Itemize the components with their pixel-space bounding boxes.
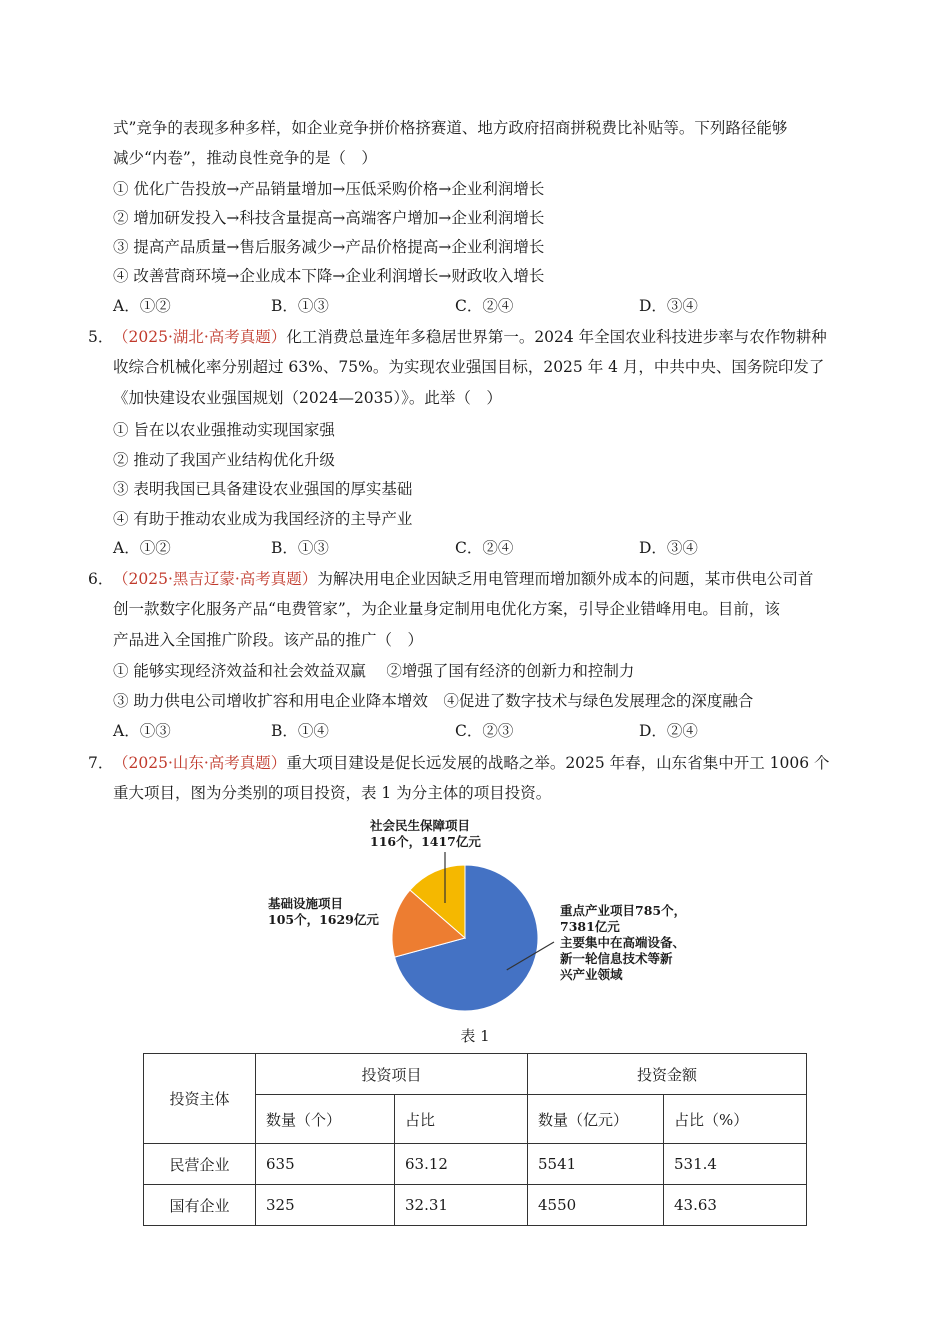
q7-stem-line-1 xyxy=(113,753,830,773)
pie-label-social-line-1: 社会民生保障项目 xyxy=(370,818,471,833)
q6-item-2: ③ 助力供电公司增收扩容和用电企业降本增效 ④促进了数字技术与绿色发展理念的深度融合 xyxy=(113,692,754,710)
cell-amount: 4550 xyxy=(528,1185,664,1226)
cell-subject: 民营企业 xyxy=(144,1144,256,1185)
q5-stem-line-1 xyxy=(113,327,827,347)
pie-label-social-line-2: 116个，1417亿元 xyxy=(370,834,481,849)
q5-option-c[interactable]: C．②④ xyxy=(455,539,514,557)
subheader-amount-share: 占比（%） xyxy=(664,1095,807,1144)
q5-item-3: ③ 表明我国已具备建设农业强国的厚实基础 xyxy=(113,480,413,498)
q6-option-b[interactable]: B．①④ xyxy=(271,722,329,740)
q5-number: 5． xyxy=(88,328,114,346)
q5-item-1: ① 旨在以农业强推动实现国家强 xyxy=(113,421,335,439)
q6-stem-line-3: 产品进入全国推广阶段。该产品的推广（ ） xyxy=(113,631,424,649)
q4-item-3: ③ 提高产品质量→售后服务减少→产品价格提高→企业利润增长 xyxy=(113,238,545,256)
q4-item-2: ② 增加研发投入→科技含量提高→高端客户增加→企业利润增长 xyxy=(113,209,545,227)
pie-label-key-industry xyxy=(560,903,686,983)
subheader-amount: 数量（亿元） xyxy=(528,1095,664,1144)
q4-item-1: ① 优化广告投放→产品销量增加→压低采购价格→企业利润增长 xyxy=(113,180,545,198)
q4-option-d[interactable]: D．③④ xyxy=(639,297,698,315)
q4-option-c[interactable]: C．②④ xyxy=(455,297,514,315)
header-amount: 投资金额 xyxy=(528,1054,807,1095)
q7-stem-line-2: 重大项目，图为分类别的项目投资，表 1 为分主体的项目投资。 xyxy=(113,784,552,802)
pie-label-key-line-4: 新一轮信息技术等新 xyxy=(560,951,673,966)
cell-share: 32.31 xyxy=(395,1185,528,1226)
cell-subject: 国有企业 xyxy=(144,1185,256,1226)
q4-stem-line-1: 式”竞争的表现多种多样，如企业竞争拼价格挤赛道、地方政府招商拼税费比补贴等。下列路径能够 xyxy=(113,119,788,137)
q6-stem-line-2: 创一款数字化服务产品“电费管家”，为企业量身定制用电优化方案，引导企业错峰用电。目前，该 xyxy=(113,600,780,618)
q5-option-a[interactable]: A．①② xyxy=(113,539,171,557)
q5-source: （2025·湖北·高考真题） xyxy=(113,328,287,346)
q5-item-2: ② 推动了我国产业结构优化升级 xyxy=(113,451,335,469)
q6-source: （2025·黑吉辽蒙·高考真题） xyxy=(113,570,318,588)
cell-count: 325 xyxy=(256,1185,395,1226)
table-row xyxy=(144,1144,807,1185)
q5-option-b[interactable]: B．①③ xyxy=(271,539,329,557)
q5-item-4: ④ 有助于推动农业成为我国经济的主导产业 xyxy=(113,510,413,528)
pie-label-infra-line-2: 105个，1629亿元 xyxy=(268,912,379,927)
subheader-share: 占比 xyxy=(395,1095,528,1144)
pie-label-key-line-1: 重点产业项目785个， xyxy=(560,903,687,918)
q6-stem-line-1 xyxy=(113,569,813,589)
table-row xyxy=(144,1185,807,1226)
q5-option-d[interactable]: D．③④ xyxy=(639,539,698,557)
table-caption: 表 1 xyxy=(460,1027,490,1045)
cell-amount-share: 43.63 xyxy=(664,1185,807,1226)
subheader-count: 数量（个） xyxy=(256,1095,395,1144)
q4-option-b[interactable]: B．①③ xyxy=(271,297,329,315)
q6-option-c[interactable]: C．②③ xyxy=(455,722,514,740)
header-projects: 投资项目 xyxy=(256,1054,528,1095)
pie-label-key-line-3: 主要集中在高端设备、 xyxy=(560,935,686,950)
q4-option-a[interactable]: A．①② xyxy=(113,297,171,315)
q7-number: 7． xyxy=(88,754,114,772)
q6-stem-text: 为解决用电企业因缺乏用电管理而增加额外成本的问题，某市供电公司首 xyxy=(317,570,814,588)
pie-label-infra xyxy=(268,896,379,928)
q4-stem-line-2: 减少“内卷”，推动良性竞争的是（ ） xyxy=(113,149,377,167)
pie-label-key-line-2: 7381亿元 xyxy=(560,919,620,934)
table-header-row xyxy=(144,1054,807,1095)
q6-item-1: ① 能够实现经济效益和社会效益双赢 ②增强了国有经济的创新力和控制力 xyxy=(113,662,635,680)
q6-option-a[interactable]: A．①③ xyxy=(113,722,171,740)
cell-share: 63.12 xyxy=(395,1144,528,1185)
pie-label-infra-line-1: 基础设施项目 xyxy=(268,896,344,911)
q7-stem-text: 重大项目建设是促长远发展的战略之举。2025 年春，山东省集中开工 1006 个 xyxy=(286,754,830,772)
pie-label-social xyxy=(370,818,481,850)
q5-stem-line-2: 收综合机械化率分别超过 63%、75%。为实现农业强国目标，2025 年 4 月，中共中央、国务院印发了 xyxy=(113,358,825,376)
table-1 xyxy=(143,1053,807,1226)
header-subject: 投资主体 xyxy=(144,1054,256,1144)
cell-amount: 5541 xyxy=(528,1144,664,1185)
q5-stem-text: 化工消费总量连年多稳居世界第一。2024 年全国农业科技进步率与农作物耕种 xyxy=(286,328,827,346)
cell-count: 635 xyxy=(256,1144,395,1185)
q6-number: 6． xyxy=(88,570,114,588)
cell-amount-share: 531.4 xyxy=(664,1144,807,1185)
q4-item-4: ④ 改善营商环境→企业成本下降→企业利润增长→财政收入增长 xyxy=(113,267,545,285)
q6-option-d[interactable]: D．②④ xyxy=(639,722,698,740)
q7-source: （2025·山东·高考真题） xyxy=(113,754,287,772)
q5-stem-line-3: 《加快建设农业强国规划（2024—2035）》。此举（ ） xyxy=(113,389,502,407)
pie-label-key-line-5: 兴产业领域 xyxy=(560,967,623,982)
